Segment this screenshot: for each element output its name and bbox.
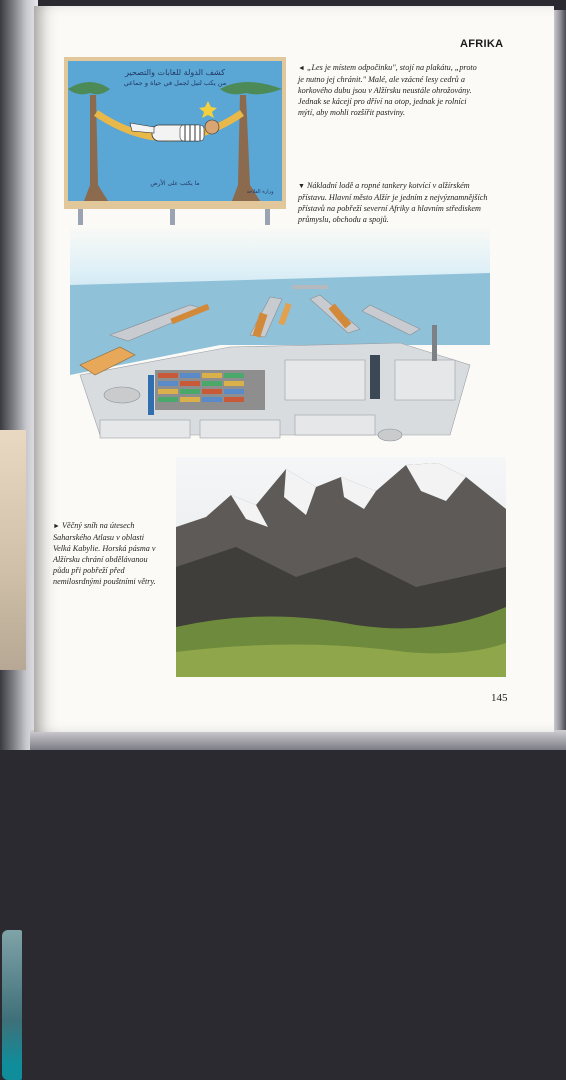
warehouse [200, 420, 280, 438]
harbor-caption-text: Nákladní lodě a ropné tankery kotvící v alžírském přístavu. Hlavní město Alžír je jedním z nejvýznamnějších přístavů na pobřeží severní Afriky a hlavním střediskem průmyslu, obchodu a spojů. [298, 181, 488, 224]
mountains-caption [53, 520, 163, 587]
billboard-illustration [60, 55, 290, 245]
caption-marker-right: ► [53, 522, 60, 530]
page-bottom-edge [30, 730, 566, 750]
harbor-illustration [70, 225, 490, 460]
warehouse [295, 415, 375, 435]
harbor-caption [298, 180, 494, 225]
page-number: 145 [491, 692, 508, 704]
page-right-edge [552, 10, 566, 750]
previous-page-edge [0, 430, 26, 670]
section-title: AFRIKA [460, 38, 504, 50]
distant-ship [292, 285, 328, 289]
billboard-caption [298, 62, 478, 118]
warehouse [100, 420, 190, 438]
mountains-caption-text: Věčný sníh na útesech Saharského Atlasu v oblasti Velká Kabylie. Horská pásma v Alžírsku chrání obdělávanou půdu při pobřeží před nemilosrdnými pouštními větry. [53, 521, 156, 586]
caption-marker-down: ▼ [298, 182, 305, 190]
previous-page-illustration-fragment [2, 930, 22, 1080]
storage-tank [104, 387, 140, 403]
billboard-arabic-line: من يكب لتيل لجمل في حياة و جماعي [123, 79, 227, 87]
factory-chimney [432, 325, 437, 361]
man-head [205, 120, 219, 134]
gantry-crane [148, 375, 154, 415]
warehouse-dark [370, 355, 380, 399]
billboard-arabic-line: كشف الدولة للغابات والتصحير [125, 68, 225, 77]
warehouse [285, 360, 365, 400]
billboard-caption-text: „Les je místem odpočinku", stojí na plakátu, „proto je nutno jej chránit." Malé, ale vzácné lesy cedrů a korkového dubu jsou v Alžírsku neustále ohrožovány. Jednak se kácejí pro dříví na otop, jednak je rolníci mýtí, aby mohli rozšířit pastviny. [298, 63, 477, 117]
billboard-arabic-line: وزارة الفلاحة [246, 189, 274, 195]
factory-building [395, 360, 455, 400]
atlas-mountains-photo [176, 457, 506, 677]
billboard-arabic-line: ما يكتب على الأرض [150, 180, 200, 187]
storage-tank [378, 429, 402, 441]
caption-marker-left: ◄ [298, 64, 305, 72]
